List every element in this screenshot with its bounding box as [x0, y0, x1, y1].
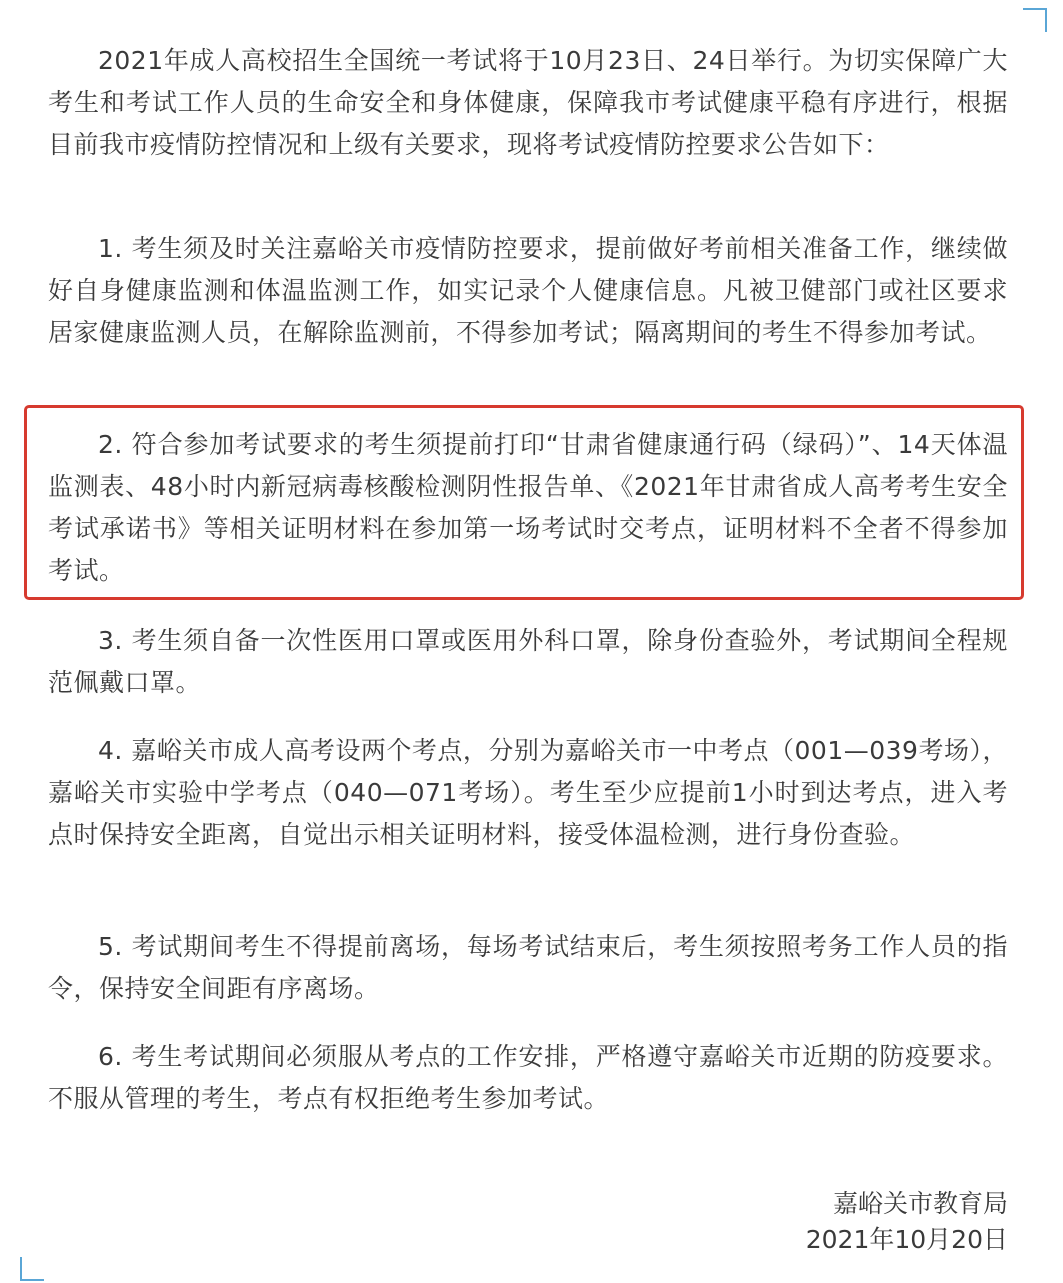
- frame-corner-bottom-left: [20, 1257, 44, 1281]
- requirement-item-2: 2. 符合参加考试要求的考生须提前打印“甘肃省健康通行码（绿码）”、14天体温监测表、48小时内新冠病毒核酸检测阴性报告单、《2021年甘肃省成人高考考生安全考试承诺书》等相关证明材料在参加第一场考试时交考点，证明材料不全者不得参加考试。: [48, 430, 1008, 585]
- intro-paragraph: 2021年成人高校招生全国统一考试将于10月23日、24日举行。为切实保障广大考生和考试工作人员的生命安全和身体健康，保障我市考试健康平稳有序进行，根据目前我市疫情防控情况和上级有关要求，现将考试疫情防控要求公告如下：: [48, 46, 1008, 159]
- requirement-item-3: 3. 考生须自备一次性医用口罩或医用外科口罩，除身份查验外，考试期间全程规范佩戴口罩。: [48, 626, 1008, 697]
- frame-corner-top-right: [1023, 8, 1047, 32]
- requirement-item-5: 5. 考试期间考生不得提前离场，每场考试结束后，考生须按照考务工作人员的指令，保持安全间距有序离场。: [48, 932, 1008, 1003]
- issuer-name: 嘉峪关市教育局: [832, 1189, 1008, 1218]
- issue-date: 2021年10月20日: [805, 1225, 1008, 1254]
- signature-block: [806, 1186, 1008, 1258]
- requirement-item-1: 1. 考生须及时关注嘉峪关市疫情防控要求，提前做好考前相关准备工作，继续做好自身健康监测和体温监测工作，如实记录个人健康信息。凡被卫健部门或社区要求居家健康监测人员，在解除监测前，不得参加考试；隔离期间的考生不得参加考试。: [48, 234, 1008, 347]
- requirement-item-6: 6. 考生考试期间必须服从考点的工作安排，严格遵守嘉峪关市近期的防疫要求。不服从管理的考生，考点有权拒绝考生参加考试。: [48, 1042, 1008, 1113]
- requirement-item-4: 4. 嘉峪关市成人高考设两个考点，分别为嘉峪关市一中考点（001—039考场），嘉峪关市实验中学考点（040—071考场）。考生至少应提前1小时到达考点，进入考点时保持安全距离，自觉出示相关证明材料，接受体温检测，进行身份查验。: [48, 736, 1008, 849]
- announcement-document: [48, 40, 1008, 1254]
